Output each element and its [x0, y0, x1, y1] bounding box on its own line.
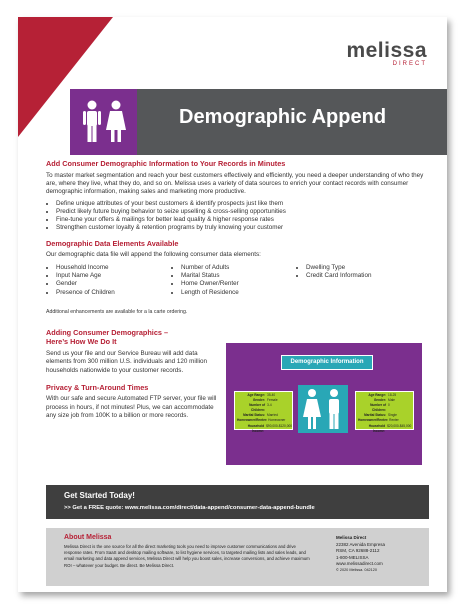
elements-grid	[46, 264, 433, 297]
list-item: • Dwelling Type	[306, 264, 421, 272]
address-line: 1-800-MELISSA	[336, 554, 369, 560]
demo-key: Homeowner/Renter:	[358, 418, 389, 423]
melissa-logo	[346, 39, 427, 67]
demo-key: Marital Status:	[243, 413, 266, 418]
list-item: • Gender	[56, 280, 171, 288]
about-text: Melissa Direct is the one source for all the direct marketing tools you need to improve customer communications and drive response rates. From SaaS and desktop mailing software, to list hygiene services, to targeted mailing lists and sales leads, and email marketing and data append services, Melissa Direct will help you boost sales, increase conversions, and achieve maximum ROI – whatever your budget. Be direct. Be Melissa Direct.	[64, 544, 310, 568]
list-item: • Length of Residence	[181, 289, 296, 297]
privacy-paragraph: With our safe and secure Automated FTP server, your file will process in hours, if not minutes! Plus, we can accommodate any size job from 100K to a billion or more records.	[46, 395, 217, 420]
intro-heading: Add Consumer Demographic Information to Your Records in Minutes	[46, 159, 286, 168]
people-icon-box	[70, 89, 137, 155]
adding-heading-1: Adding Consumer Demographics –	[46, 327, 169, 337]
demo-card-male	[355, 391, 414, 433]
demo-value: $90,000-$120,000	[266, 423, 293, 428]
demo-people	[298, 385, 348, 433]
demo-value: Female	[267, 398, 278, 403]
demo-value: 0	[388, 403, 390, 408]
demo-value: $20,000-$45,000	[387, 423, 412, 428]
get-started-bar	[46, 485, 429, 519]
logo-word: melissa	[346, 39, 427, 62]
adding-paragraph: Send us your file and our Service Bureau will add data elements from 300 million U.S. individuals and 120 million households nationwide to your customer records.	[46, 349, 207, 374]
demo-value: Homeowner	[268, 418, 286, 423]
demo-key: Household Income:	[247, 423, 265, 433]
demo-value: Renter	[389, 418, 399, 423]
address-line: RSM, CA 92688-2112	[336, 548, 380, 554]
demographic-graphic	[226, 343, 422, 465]
list-item: • Define unique attributes of your best customers & identify prospects just like them	[56, 200, 433, 208]
demo-value: Single	[388, 413, 397, 418]
page-title: Demographic Append	[179, 106, 387, 128]
elements-note: Additional enhancements are available for a la carte ordering.	[46, 308, 188, 315]
about-section	[46, 528, 429, 586]
copyright: © 2020 Melissa. 042120	[336, 567, 378, 572]
list-item: • Presence of Children	[56, 289, 171, 297]
demo-key: Number of Children:	[249, 403, 266, 413]
benefit-list	[46, 200, 433, 233]
list-item: • Home Owner/Renter	[181, 280, 296, 288]
list-item: • Predict likely future buying behavior to seize upselling & cross-selling opportunities	[56, 208, 433, 216]
cta-heading: Get Started Today!	[64, 491, 135, 500]
demo-key: Marital Status:	[364, 413, 387, 418]
address-line: Melissa Direct	[336, 535, 367, 540]
quote-link[interactable]: >> Get a FREE quote: www.melissa.com/direct/data-append/consumer-data-append-bundle	[64, 505, 315, 511]
list-item: • Household Income	[56, 264, 171, 272]
demo-value: 35-40	[267, 393, 276, 397]
demo-title: Demographic Information	[281, 355, 373, 370]
man-woman-icon	[78, 100, 130, 144]
demo-value: 18-25	[388, 393, 397, 397]
list-item: • Marital Status	[181, 272, 296, 280]
intro-paragraph: To master market segmentation and reach your best customers effectively and efficiently, you need a deeper understanding of who they are, where they live, what they do, and so on. Melissa uses a variety of data sources to enrich your contact records with consumer demographic information, making sales and marketing more productive.	[46, 171, 424, 196]
adding-heading-2: Here’s How We Do It	[46, 337, 117, 347]
demo-value: 3-4	[267, 403, 272, 408]
about-heading: About Melissa	[64, 534, 112, 541]
contact-address	[336, 535, 385, 573]
address-line: 22382 Avenida Empresa	[336, 541, 385, 547]
list-item: • Credit Card Information	[306, 272, 421, 280]
logo-sub: DIRECT	[392, 61, 427, 67]
list-item: • Input Name Age	[56, 272, 171, 280]
demo-key: Gender:	[252, 398, 266, 403]
man-woman-icon	[298, 385, 348, 433]
list-item: • Strengthen customer loyalty & retention programs by truly knowing your customer	[56, 224, 433, 232]
demo-key: Gender:	[373, 398, 387, 403]
demo-key: Age Range:	[247, 393, 266, 397]
demo-value: Male	[388, 398, 395, 403]
flyer-page	[18, 17, 447, 592]
demo-value: Married	[267, 413, 278, 418]
elements-heading: Demographic Data Elements Available	[46, 238, 179, 248]
elements-col-2	[171, 264, 296, 297]
privacy-heading: Privacy & Turn-Around Times	[46, 382, 149, 392]
demo-key: Household Income:	[368, 423, 386, 433]
elements-col-1	[46, 264, 171, 297]
demo-key: Homeowner/Renter:	[237, 418, 268, 423]
left-column	[46, 328, 221, 421]
demo-key: Age Range:	[368, 393, 387, 397]
demo-card-female	[234, 391, 293, 433]
demo-key: Number of Children:	[370, 403, 387, 413]
website-link[interactable]: www.melissadirect.com	[336, 561, 383, 567]
elements-lead: Our demographic data file will append the following consumer data elements:	[46, 251, 261, 259]
list-item: • Fine-tune your offers & mailings for better lead quality & higher response rates	[56, 216, 433, 224]
list-item: • Number of Adults	[181, 264, 296, 272]
elements-col-3	[296, 264, 421, 297]
